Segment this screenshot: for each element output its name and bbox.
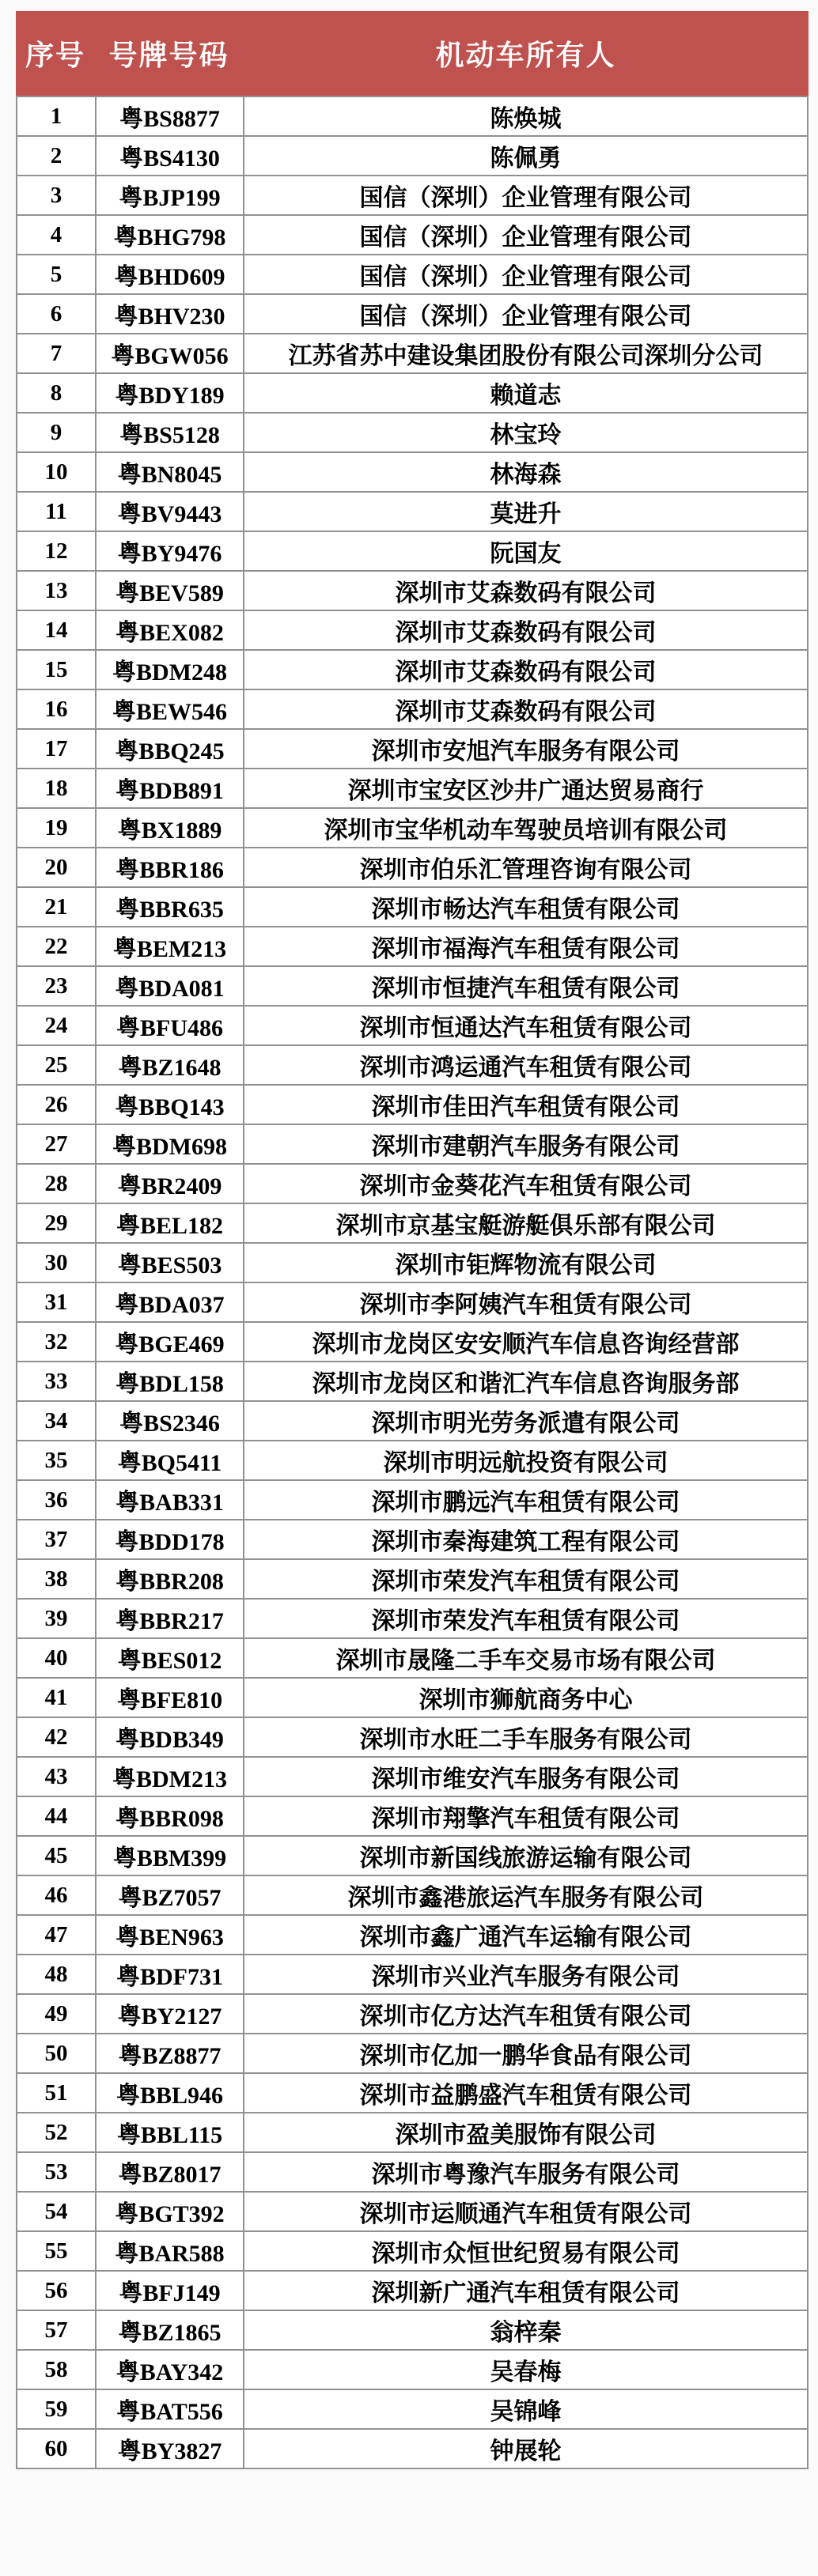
table-header <box>16 11 809 96</box>
owner-cell: 深圳市维安汽车服务有限公司 <box>244 1757 808 1796</box>
owner-cell: 林宝玲 <box>244 413 808 452</box>
serial-cell: 13 <box>17 571 96 610</box>
serial-cell: 31 <box>17 1282 96 1322</box>
column-header-plate: 号牌号码 <box>108 39 229 71</box>
owner-cell: 深圳市艾森数码有限公司 <box>244 571 808 610</box>
owner-cell: 深圳市晟隆二手车交易市场有限公司 <box>244 1638 808 1678</box>
serial-cell: 35 <box>17 1441 96 1480</box>
plate-cell: 粤BBR186 <box>96 848 244 887</box>
plate-cell: 粤BY2127 <box>96 1994 244 2034</box>
table-row <box>17 1955 808 1994</box>
plate-cell: 粤BFU486 <box>96 1006 244 1045</box>
vehicle-owner-table <box>16 11 809 2469</box>
owner-cell: 陈佩勇 <box>244 136 808 176</box>
plate-cell: 粤BZ7057 <box>96 1875 244 1915</box>
table-row <box>17 729 808 769</box>
table-row <box>17 2152 808 2192</box>
serial-cell: 48 <box>17 1955 96 1994</box>
owner-cell: 深圳市亿方达汽车租赁有限公司 <box>244 1994 808 2034</box>
table-row <box>17 650 808 689</box>
serial-cell: 23 <box>17 966 96 1006</box>
plate-cell: 粤BDB349 <box>96 1717 244 1757</box>
plate-cell: 粤BBR635 <box>96 887 244 927</box>
plate-table <box>16 96 809 2469</box>
plate-cell: 粤BEV589 <box>96 571 244 610</box>
serial-cell: 44 <box>17 1796 96 1836</box>
owner-cell: 深圳市宝安区沙井广通达贸易商行 <box>244 769 808 808</box>
owner-cell: 国信（深圳）企业管理有限公司 <box>244 294 808 334</box>
table-row <box>17 1203 808 1243</box>
plate-cell: 粤BAR588 <box>96 2231 244 2271</box>
owner-cell: 深圳市益鹏盛汽车租赁有限公司 <box>244 2073 808 2113</box>
owner-cell: 深圳新广通汽车租赁有限公司 <box>244 2271 808 2310</box>
plate-cell: 粤BZ8877 <box>96 2034 244 2073</box>
table-row <box>17 1757 808 1796</box>
plate-cell: 粤BDA037 <box>96 1282 244 1322</box>
plate-cell: 粤BZ8017 <box>96 2152 244 2192</box>
plate-cell: 粤BGE469 <box>96 1322 244 1362</box>
table-row <box>17 1282 808 1322</box>
owner-cell: 深圳市秦海建筑工程有限公司 <box>244 1520 808 1559</box>
table-row <box>17 1678 808 1717</box>
serial-cell: 47 <box>17 1915 96 1955</box>
serial-cell: 16 <box>17 689 96 729</box>
owner-cell: 深圳市众恒世纪贸易有限公司 <box>244 2231 808 2271</box>
owner-cell: 深圳市建朝汽车服务有限公司 <box>244 1124 808 1164</box>
serial-cell: 51 <box>17 2073 96 2113</box>
serial-cell: 34 <box>17 1401 96 1441</box>
plate-cell: 粤BS5128 <box>96 413 244 452</box>
serial-cell: 39 <box>17 1599 96 1638</box>
table-row <box>17 255 808 294</box>
table-row <box>17 2389 808 2429</box>
serial-cell: 38 <box>17 1559 96 1599</box>
table-row <box>17 2429 808 2468</box>
owner-cell: 深圳市佳田汽车租赁有限公司 <box>244 1085 808 1124</box>
serial-cell: 12 <box>17 531 96 571</box>
plate-cell: 粤BDF731 <box>96 1955 244 1994</box>
serial-cell: 40 <box>17 1638 96 1678</box>
owner-cell: 吴锦峰 <box>244 2389 808 2429</box>
table-row <box>17 1836 808 1875</box>
plate-cell: 粤BDM698 <box>96 1124 244 1164</box>
table-row <box>17 334 808 373</box>
plate-cell: 粤BFE810 <box>96 1678 244 1717</box>
table-row <box>17 2192 808 2231</box>
table-row <box>17 1362 808 1401</box>
table-row <box>17 373 808 413</box>
table-row <box>17 1006 808 1045</box>
plate-cell: 粤BGT392 <box>96 2192 244 2231</box>
plate-cell: 粤BAY342 <box>96 2350 244 2389</box>
owner-cell: 阮国友 <box>244 531 808 571</box>
plate-cell: 粤BBL946 <box>96 2073 244 2113</box>
table-row <box>17 1796 808 1836</box>
serial-cell: 5 <box>17 255 96 294</box>
owner-cell: 深圳市金葵花汽车租赁有限公司 <box>244 1164 808 1203</box>
plate-cell: 粤BEW546 <box>96 689 244 729</box>
owner-cell: 深圳市艾森数码有限公司 <box>244 689 808 729</box>
owner-cell: 深圳市钜辉物流有限公司 <box>244 1243 808 1282</box>
table-row <box>17 1520 808 1559</box>
plate-cell: 粤BBQ143 <box>96 1085 244 1124</box>
serial-cell: 9 <box>17 413 96 452</box>
serial-cell: 33 <box>17 1362 96 1401</box>
table-row <box>17 927 808 966</box>
plate-table-body <box>17 96 808 2468</box>
serial-cell: 17 <box>17 729 96 769</box>
owner-cell: 深圳市龙岗区和谐汇汽车信息咨询服务部 <box>244 1362 808 1401</box>
table-row <box>17 966 808 1006</box>
table-row <box>17 492 808 531</box>
serial-cell: 20 <box>17 848 96 887</box>
plate-cell: 粤BDM248 <box>96 650 244 689</box>
serial-cell: 52 <box>17 2113 96 2152</box>
owner-cell: 深圳市鹏远汽车租赁有限公司 <box>244 1480 808 1520</box>
plate-cell: 粤BY9476 <box>96 531 244 571</box>
table-row <box>17 2231 808 2271</box>
plate-cell: 粤BES012 <box>96 1638 244 1678</box>
owner-cell: 深圳市艾森数码有限公司 <box>244 650 808 689</box>
table-row <box>17 1915 808 1955</box>
plate-cell: 粤BEM213 <box>96 927 244 966</box>
serial-cell: 50 <box>17 2034 96 2073</box>
plate-cell: 粤BQ5411 <box>96 1441 244 1480</box>
plate-cell: 粤BDD178 <box>96 1520 244 1559</box>
serial-cell: 58 <box>17 2350 96 2389</box>
owner-cell: 深圳市鸿运通汽车租赁有限公司 <box>244 1045 808 1085</box>
serial-cell: 41 <box>17 1678 96 1717</box>
plate-cell: 粤BN8045 <box>96 452 244 492</box>
plate-cell: 粤BY3827 <box>96 2429 244 2468</box>
owner-cell: 深圳市伯乐汇管理咨询有限公司 <box>244 848 808 887</box>
plate-cell: 粤BDB891 <box>96 769 244 808</box>
table-row <box>17 1599 808 1638</box>
serial-cell: 21 <box>17 887 96 927</box>
owner-cell: 深圳市鑫广通汽车运输有限公司 <box>244 1915 808 1955</box>
plate-cell: 粤BX1889 <box>96 808 244 848</box>
table-row <box>17 1243 808 1282</box>
owner-cell: 深圳市明远航投资有限公司 <box>244 1441 808 1480</box>
table-row <box>17 136 808 176</box>
owner-cell: 林海森 <box>244 452 808 492</box>
table-row <box>17 610 808 650</box>
table-row <box>17 1441 808 1480</box>
serial-cell: 19 <box>17 808 96 848</box>
serial-cell: 7 <box>17 334 96 373</box>
serial-cell: 2 <box>17 136 96 176</box>
owner-cell: 深圳市安旭汽车服务有限公司 <box>244 729 808 769</box>
serial-cell: 26 <box>17 1085 96 1124</box>
table-row <box>17 1045 808 1085</box>
table-row <box>17 2310 808 2350</box>
serial-cell: 36 <box>17 1480 96 1520</box>
serial-cell: 56 <box>17 2271 96 2310</box>
serial-cell: 43 <box>17 1757 96 1796</box>
owner-cell: 深圳市水旺二手车服务有限公司 <box>244 1717 808 1757</box>
owner-cell: 深圳市鑫港旅运汽车服务有限公司 <box>244 1875 808 1915</box>
plate-cell: 粤BFJ149 <box>96 2271 244 2310</box>
table-row <box>17 2271 808 2310</box>
table-row <box>17 1124 808 1164</box>
plate-cell: 粤BGW056 <box>96 334 244 373</box>
owner-cell: 钟展轮 <box>244 2429 808 2468</box>
owner-cell: 深圳市粤豫汽车服务有限公司 <box>244 2152 808 2192</box>
owner-cell: 莫进升 <box>244 492 808 531</box>
serial-cell: 28 <box>17 1164 96 1203</box>
table-row <box>17 294 808 334</box>
plate-cell: 粤BS8877 <box>96 96 244 136</box>
owner-cell: 陈焕城 <box>244 96 808 136</box>
owner-cell: 深圳市兴业汽车服务有限公司 <box>244 1955 808 1994</box>
owner-cell: 深圳市新国线旅游运输有限公司 <box>244 1836 808 1875</box>
column-header-serial: 序号 <box>25 39 85 71</box>
table-row <box>17 1322 808 1362</box>
serial-cell: 11 <box>17 492 96 531</box>
table-row <box>17 1085 808 1124</box>
owner-cell: 深圳市福海汽车租赁有限公司 <box>244 927 808 966</box>
owner-cell: 深圳市恒捷汽车租赁有限公司 <box>244 966 808 1006</box>
table-row <box>17 1638 808 1678</box>
table-row <box>17 1994 808 2034</box>
plate-cell: 粤BZ1648 <box>96 1045 244 1085</box>
plate-cell: 粤BAT556 <box>96 2389 244 2429</box>
plate-cell: 粤BDM213 <box>96 1757 244 1796</box>
plate-cell: 粤BEL182 <box>96 1203 244 1243</box>
serial-cell: 30 <box>17 1243 96 1282</box>
owner-cell: 深圳市荣发汽车租赁有限公司 <box>244 1559 808 1599</box>
serial-cell: 55 <box>17 2231 96 2271</box>
owner-cell: 深圳市狮航商务中心 <box>244 1678 808 1717</box>
serial-cell: 22 <box>17 927 96 966</box>
serial-cell: 25 <box>17 1045 96 1085</box>
plate-cell: 粤BS2346 <box>96 1401 244 1441</box>
owner-cell: 深圳市恒通达汽车租赁有限公司 <box>244 1006 808 1045</box>
plate-cell: 粤BBR208 <box>96 1559 244 1599</box>
owner-cell: 深圳市李阿姨汽车租赁有限公司 <box>244 1282 808 1322</box>
owner-cell: 国信（深圳）企业管理有限公司 <box>244 255 808 294</box>
plate-cell: 粤BV9443 <box>96 492 244 531</box>
table-row <box>17 531 808 571</box>
owner-cell: 深圳市京基宝艇游艇俱乐部有限公司 <box>244 1203 808 1243</box>
plate-cell: 粤BHV230 <box>96 294 244 334</box>
table-row <box>17 1717 808 1757</box>
owner-cell: 国信（深圳）企业管理有限公司 <box>244 176 808 215</box>
owner-cell: 深圳市运顺通汽车租赁有限公司 <box>244 2192 808 2231</box>
owner-cell: 深圳市龙岗区安安顺汽车信息咨询经营部 <box>244 1322 808 1362</box>
plate-cell: 粤BAB331 <box>96 1480 244 1520</box>
serial-cell: 53 <box>17 2152 96 2192</box>
owner-cell: 深圳市荣发汽车租赁有限公司 <box>244 1599 808 1638</box>
plate-cell: 粤BES503 <box>96 1243 244 1282</box>
table-row <box>17 2350 808 2389</box>
table-row <box>17 176 808 215</box>
owner-cell: 深圳市艾森数码有限公司 <box>244 610 808 650</box>
serial-cell: 3 <box>17 176 96 215</box>
table-row <box>17 1480 808 1520</box>
plate-cell: 粤BBR217 <box>96 1599 244 1638</box>
serial-cell: 54 <box>17 2192 96 2231</box>
serial-cell: 37 <box>17 1520 96 1559</box>
owner-cell: 深圳市明光劳务派遣有限公司 <box>244 1401 808 1441</box>
serial-cell: 29 <box>17 1203 96 1243</box>
serial-cell: 32 <box>17 1322 96 1362</box>
table-row <box>17 1559 808 1599</box>
table-row <box>17 1164 808 1203</box>
table-row <box>17 848 808 887</box>
table-row <box>17 887 808 927</box>
owner-cell: 深圳市宝华机动车驾驶员培训有限公司 <box>244 808 808 848</box>
table-row <box>17 1875 808 1915</box>
serial-cell: 42 <box>17 1717 96 1757</box>
plate-cell: 粤BR2409 <box>96 1164 244 1203</box>
serial-cell: 59 <box>17 2389 96 2429</box>
plate-cell: 粤BDY189 <box>96 373 244 413</box>
owner-cell: 深圳市翔擎汽车租赁有限公司 <box>244 1796 808 1836</box>
plate-cell: 粤BJP199 <box>96 176 244 215</box>
plate-cell: 粤BDA081 <box>96 966 244 1006</box>
table-row <box>17 2073 808 2113</box>
owner-cell: 深圳市盈美服饰有限公司 <box>244 2113 808 2152</box>
owner-cell: 深圳市畅达汽车租赁有限公司 <box>244 887 808 927</box>
table-row <box>17 2113 808 2152</box>
owner-cell: 吴春梅 <box>244 2350 808 2389</box>
owner-cell: 深圳市亿加一鹏华食品有限公司 <box>244 2034 808 2073</box>
serial-cell: 60 <box>17 2429 96 2468</box>
serial-cell: 1 <box>17 96 96 136</box>
plate-cell: 粤BBR098 <box>96 1796 244 1836</box>
owner-cell: 国信（深圳）企业管理有限公司 <box>244 215 808 255</box>
serial-cell: 18 <box>17 769 96 808</box>
serial-cell: 45 <box>17 1836 96 1875</box>
serial-cell: 57 <box>17 2310 96 2350</box>
serial-cell: 15 <box>17 650 96 689</box>
serial-cell: 14 <box>17 610 96 650</box>
plate-cell: 粤BHG798 <box>96 215 244 255</box>
serial-cell: 8 <box>17 373 96 413</box>
plate-cell: 粤BBQ245 <box>96 729 244 769</box>
table-row <box>17 808 808 848</box>
serial-cell: 24 <box>17 1006 96 1045</box>
table-row <box>17 1401 808 1441</box>
plate-cell: 粤BEN963 <box>96 1915 244 1955</box>
table-row <box>17 413 808 452</box>
table-row <box>17 2034 808 2073</box>
serial-cell: 49 <box>17 1994 96 2034</box>
table-row <box>17 571 808 610</box>
owner-cell: 赖道志 <box>244 373 808 413</box>
serial-cell: 27 <box>17 1124 96 1164</box>
serial-cell: 10 <box>17 452 96 492</box>
plate-cell: 粤BEX082 <box>96 610 244 650</box>
serial-cell: 4 <box>17 215 96 255</box>
table-row <box>17 769 808 808</box>
plate-cell: 粤BZ1865 <box>96 2310 244 2350</box>
table-row <box>17 96 808 136</box>
plate-cell: 粤BHD609 <box>96 255 244 294</box>
owner-cell: 翁梓秦 <box>244 2310 808 2350</box>
table-row <box>17 215 808 255</box>
serial-cell: 6 <box>17 294 96 334</box>
plate-cell: 粤BBL115 <box>96 2113 244 2152</box>
plate-cell: 粤BDL158 <box>96 1362 244 1401</box>
owner-cell: 江苏省苏中建设集团股份有限公司深圳分公司 <box>244 334 808 373</box>
table-row <box>17 689 808 729</box>
column-header-owner: 机动车所有人 <box>435 39 616 71</box>
plate-cell: 粤BBM399 <box>96 1836 244 1875</box>
plate-cell: 粤BS4130 <box>96 136 244 176</box>
serial-cell: 46 <box>17 1875 96 1915</box>
table-row <box>17 452 808 492</box>
